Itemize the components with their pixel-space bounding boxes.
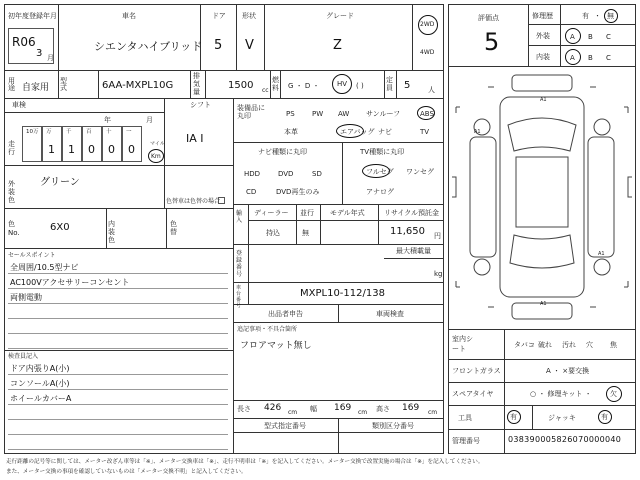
reg-month: 3 <box>36 48 43 59</box>
capacity-unit: 人 <box>428 86 435 94</box>
mileage-digit-label: 10万 <box>26 129 39 135</box>
tool-circled: 有 <box>510 413 517 421</box>
fuel-options: G ・ D ・ <box>288 82 320 90</box>
inspector-item: ホイールカバーA <box>10 394 72 403</box>
width-unit: cm <box>358 409 368 416</box>
model-value: 6AA-MXPL10G <box>102 80 174 91</box>
seat-label: 室内シート <box>452 335 473 353</box>
km-label: Km <box>151 153 161 160</box>
import-absent: 無 <box>302 229 309 237</box>
footer-line-2: また、メーター交換の事項を確認していないものは「メーター交換不明」と記入してください。 <box>6 469 247 475</box>
length-value: 426 <box>264 403 282 413</box>
shift-label: シフト <box>190 101 211 109</box>
tool-label: 工具 <box>458 414 472 422</box>
inspector-rule <box>8 389 228 390</box>
spare-options: ○ ・ 修理キット ・ <box>530 390 592 398</box>
recycle-value: 11,650 <box>390 226 425 237</box>
extra-label: 追記事項・不具合箇所 <box>237 326 298 333</box>
capacity-value: 5 <box>404 80 411 91</box>
jack-circled: 有 <box>601 413 608 421</box>
height-label: 高さ <box>376 405 390 413</box>
nav-item: DVD <box>278 170 294 178</box>
equipment-item: エアバッグ <box>340 128 375 136</box>
equipment-label: 装備品に丸印 <box>237 104 265 120</box>
glass-options: A ・ ×要交換 <box>546 367 590 375</box>
mileage-digit: 0 <box>128 143 135 156</box>
color-change-short: 色替 <box>170 220 177 236</box>
length-unit: cm <box>288 409 298 416</box>
interior-grade: B <box>588 54 593 62</box>
reg-first-label: 初年度登録年月 <box>8 12 57 20</box>
selling-rule <box>8 273 228 274</box>
svg-text:A1: A1 <box>474 129 481 135</box>
mileage-digit-label: 万 <box>46 129 52 135</box>
car-name: シエンタハイブリッド <box>94 40 203 53</box>
mileage-digit-label: 一 <box>126 129 132 135</box>
mileage-digit: 0 <box>108 143 115 156</box>
exterior-label: 外装 <box>536 32 550 40</box>
interior-grade: A <box>570 54 575 62</box>
car-damage-diagram <box>448 67 636 329</box>
selling-rule <box>8 348 228 349</box>
model-year-label: モデル年式 <box>330 209 365 217</box>
equipment-item: 本革 <box>284 128 298 136</box>
shift-value: IA I <box>186 132 204 145</box>
inspector-rule <box>8 434 228 435</box>
seat-item: 破れ <box>538 341 552 349</box>
width-label: 幅 <box>310 405 317 413</box>
spare-circled-text: 欠 <box>610 390 617 398</box>
yen: 円 <box>434 232 441 240</box>
mileage-digit: 1 <box>68 143 75 156</box>
spare-label: スペアタイヤ <box>452 390 494 398</box>
repair-yes: 有 <box>582 12 589 20</box>
interior-a-circle <box>565 49 581 65</box>
mgmt-label: 管理番号 <box>452 437 480 445</box>
inspection-label: 車検 <box>12 101 26 109</box>
fuel-paren: ( ) <box>356 82 364 90</box>
svg-text:A1: A1 <box>598 251 605 257</box>
usage-value: 自家用 <box>22 83 50 93</box>
inspector-rule <box>8 404 228 405</box>
history-side-label: 輸入 <box>236 210 243 224</box>
abs-circle <box>417 106 435 120</box>
shape-value: V <box>245 38 254 53</box>
exterior-a-circle <box>565 28 581 44</box>
selling-rule <box>8 303 228 304</box>
grade-label: グレード <box>326 12 354 20</box>
jack-label: ジャッキ <box>548 414 576 422</box>
selling-point: 全周囲/10.5型ナビ <box>10 263 79 272</box>
recycle-label: リサイクル預託金 <box>384 209 440 217</box>
equipment-item: AW <box>338 110 350 118</box>
tv-label: TV種類に丸印 <box>360 148 405 156</box>
repair-no: 無 <box>607 12 614 20</box>
twowd: 2WD <box>420 21 435 28</box>
door-label: ドア <box>212 12 226 20</box>
mileage-digit-label: 千 <box>66 129 72 135</box>
fullseg-circle <box>362 164 390 178</box>
color-no-label: 色No. <box>8 220 20 237</box>
equipment-item: PW <box>312 110 324 118</box>
type-cert-side-label: 登録番号 <box>236 250 243 278</box>
tv-item: ワンセグ <box>406 168 434 176</box>
exterior-grade: B <box>588 33 593 41</box>
shape-label: 形状 <box>242 12 256 20</box>
exterior-color-label: 外装色 <box>8 180 15 204</box>
seat-item: タバコ <box>514 341 535 349</box>
score-label: 評価点 <box>478 14 499 22</box>
glass-label: フロントガラス <box>452 367 501 375</box>
exterior-grade: C <box>606 33 611 41</box>
color-no-value: 6X0 <box>50 222 70 233</box>
nav-item: CD <box>246 188 257 196</box>
fourwd: 4WD <box>420 49 435 56</box>
length-label: 長さ <box>237 405 251 413</box>
usage-label: 用途 <box>8 77 15 92</box>
mileage-digit-label: 十 <box>106 129 112 135</box>
svg-text:A1: A1 <box>540 301 547 307</box>
grade-value: Z <box>333 38 342 53</box>
capacity-label: 定員 <box>386 76 393 92</box>
interior-label: 内装 <box>536 53 550 61</box>
selling-rule <box>8 333 228 334</box>
interior-color-label: 内装色 <box>108 220 115 244</box>
mile-label: マイル <box>150 141 165 147</box>
height-unit: cm <box>428 409 438 416</box>
reg-year: R06 <box>12 35 36 49</box>
model-label: 型式 <box>60 77 67 92</box>
mileage-digit: 0 <box>88 143 95 156</box>
inspector-rule <box>8 419 228 420</box>
color-change-checkbox <box>218 197 225 204</box>
dealer-label: ディーラー <box>254 209 289 217</box>
seat-item: 焦 <box>610 341 617 349</box>
import-label: 並行 <box>300 209 314 217</box>
mileage-digit-label: 百 <box>86 129 92 135</box>
inspection-year-unit: 年 <box>104 116 111 124</box>
nav-item: SD <box>312 170 322 178</box>
equipment-item: ナビ <box>378 128 392 136</box>
repair-label: 修理歴 <box>532 12 553 20</box>
selling-rule <box>8 288 228 289</box>
exterior-grade: A <box>570 33 575 41</box>
seat-item: 穴 <box>586 341 593 349</box>
door-value: 5 <box>214 38 223 53</box>
selling-rule <box>8 318 228 319</box>
exterior-color-value: グリーン <box>40 177 80 188</box>
nav-item: DVD再生のみ <box>276 188 320 196</box>
fuel-label: 燃料 <box>272 76 279 92</box>
footer-line-1: 走行距離の記号等に関しては、メーター改ざん車等は「※」、メーター交換車は「※」、走行不明車は「※」を記入してください。メーター交換で改置実施の場合は「※」を記入してください。 <box>6 459 484 465</box>
tv-item: フルセグ <box>366 168 394 176</box>
fuel-hv: HV <box>337 80 348 88</box>
equipment-item: PS <box>286 110 295 118</box>
inspector-item: ドア内張りA(小) <box>10 364 70 373</box>
extra-value: フロアマット無し <box>240 341 312 351</box>
nav-label: ナビ種類に丸印 <box>258 148 307 156</box>
car-name-label: 車名 <box>122 12 136 20</box>
color-change-note: 色替車は色替の場合 <box>166 198 221 205</box>
type-label: 型式指定番号 <box>264 422 306 430</box>
repair-dot: ・ <box>594 12 601 20</box>
frame-label: 車台番号 <box>236 285 242 309</box>
mileage-digit: 1 <box>48 143 55 156</box>
month-unit: 月 <box>47 54 54 62</box>
inspector-item: コンソールA(小) <box>10 379 70 388</box>
cc-value: 1500 <box>228 80 254 91</box>
inspector-rule <box>8 374 228 375</box>
frame-value: MXPL10-112/138 <box>300 288 385 299</box>
mileage-label: 走行 <box>8 140 15 156</box>
reporter-label: 出品者申告 <box>268 310 303 318</box>
mgmt-value: 038390005826070000040 <box>508 435 622 444</box>
seat-item: 汚れ <box>562 341 576 349</box>
max-load-label: 最大積載量 <box>396 247 431 255</box>
width-value: 169 <box>334 403 352 413</box>
inspection-month-unit: 月 <box>146 116 153 124</box>
svg-text:A1: A1 <box>540 97 547 103</box>
equipment-item: ABS <box>420 110 434 118</box>
selling-point: 両側電動 <box>10 293 42 302</box>
selling-points-label: セールスポイント <box>8 252 56 259</box>
inspector-rule <box>8 449 228 450</box>
class-label: 類別区分番号 <box>372 422 414 430</box>
inspector-section-label: 車両検査 <box>376 310 404 318</box>
inspector-label: 検査員記入 <box>8 353 39 360</box>
score-value: 5 <box>484 28 500 56</box>
owner-label: 持込 <box>266 229 280 237</box>
cc-label: 排気量 <box>193 72 200 96</box>
airbag-circle <box>336 124 364 138</box>
equipment-item: サンルーフ <box>366 110 401 118</box>
nav-item: HDD <box>244 170 261 178</box>
interior-grade: C <box>606 54 611 62</box>
kg: kg <box>434 270 443 278</box>
height-value: 169 <box>402 403 420 413</box>
equipment-item: TV <box>420 128 430 136</box>
cc-unit: cc <box>262 87 269 94</box>
tv-item: アナログ <box>366 188 394 196</box>
selling-point: AC100Vアクセサリーコンセント <box>10 278 130 287</box>
